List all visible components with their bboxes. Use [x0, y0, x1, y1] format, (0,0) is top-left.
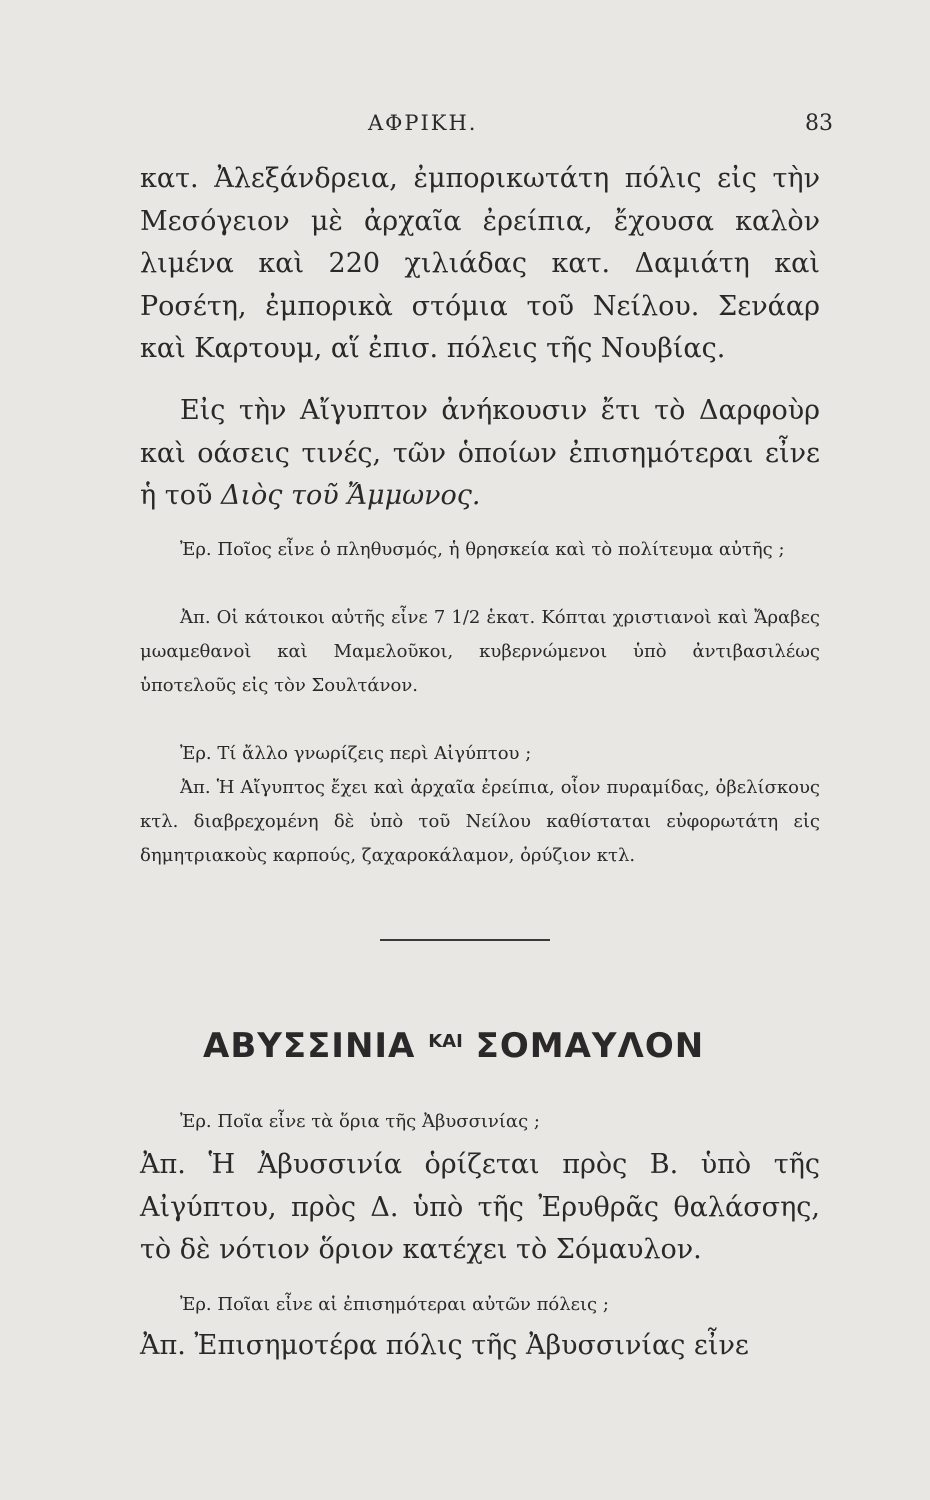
- heading-somaylon: ΣΟΜΑΥΛΟΝ: [462, 1026, 705, 1066]
- heading-abyssinia: ΑΒΥΣΣΙΝΙΑ: [203, 1026, 429, 1066]
- paragraph-darfur-italic: Διὸς τοῦ Ἄμμωνος.: [220, 480, 481, 511]
- paragraph-darfur-text: Εἰς τὴν Αἴγυπτον ἀνήκουσιν ἔτι τὸ Δαρφοὺρ καὶ οάσεις τινές, τῶν ὁποίων ἐπισημότεραι εἶνε ἡ τοῦ: [140, 395, 820, 511]
- paragraph-cities: κατ. Ἀλεξάνδρεια, ἐμπορικωτάτη πόλις εἰς τὴν Μεσόγειον μὲ ἀρχαῖα ἐρείπια, ἔχουσα καλὸν λιμένα καὶ 220 χιλιάδας κατ. Δαμιάτη καὶ Ροσέτη, ἐμπορικὰ στόμια τοῦ Νείλου. Σενάαρ καὶ Καρτουμ, αἵ ἐπισ. πόλεις τῆς Νουβίας.: [140, 163, 820, 364]
- question-cities: Ἐρ. Ποῖαι εἶνε αἱ ἐπισημότεραι αὐτῶν πόλεις ;: [180, 1294, 609, 1315]
- question-borders: Ἐρ. Ποῖα εἶνε τὰ ὅρια τῆς Ἀβυσσινίας ;: [180, 1111, 540, 1132]
- question-population: Ἐρ. Ποῖος εἶνε ὁ πληθυσμός, ἡ θρησκεία καὶ τὸ πολίτευμα αὐτῆς ;: [180, 539, 785, 560]
- answer-borders: Ἀπ. Ἡ Ἀβυσσινία ὁρίζεται πρὸς Β. ὑπὸ τῆς Αἰγύπτου, πρὸς Δ. ὑπὸ τῆς Ἐρυθρᾶς θαλάσσης, τὸ δὲ νότιον ὅριον κατέχει τὸ Σόμαυλον.: [140, 1149, 820, 1265]
- answer-egypt-other: Ἀπ. Ἡ Αἴγυπτος ἔχει καὶ ἀρχαῖα ἐρείπια, οἷον πυραμίδας, ὀβελίσκους κτλ. διαβρεχομένη δὲ ὑπὸ τοῦ Νείλου καθίσταται εὐφορωτάτη εἰς δημητριακοὺς καρπούς, ζαχαροκάλαμον, ὀρύζιον κτλ.: [140, 777, 820, 866]
- question-egypt-other: Ἐρ. Τί ἄλλο γνωρίζεις περὶ Αἰγύπτου ;: [180, 743, 532, 764]
- paragraph-darfur: [140, 390, 820, 518]
- heading-kai: ΚΑΙ: [428, 1031, 463, 1052]
- section-heading: [203, 1026, 704, 1066]
- section-divider: [380, 939, 550, 941]
- page-number: 83: [805, 111, 833, 136]
- answer-population: Ἀπ. Οἱ κάτοικοι αὐτῆς εἶνε 7 1/2 ἑκατ. Κόπται χριστιανοὶ καὶ Ἄραβες μωαμεθανοὶ καὶ Μαμελοῦκοι, κυβερνώμενοι ὑπὸ ἀντιβασιλέως ὑποτελοῦς εἰς τὸν Σουλτάνον.: [140, 607, 820, 696]
- running-title: ΑΦΡΙΚΗ.: [368, 111, 478, 135]
- answer-cities: Ἀπ. Ἐπισημοτέρα πόλις τῆς Ἀβυσσινίας εἶνε: [140, 1330, 749, 1361]
- page-header: [0, 111, 930, 141]
